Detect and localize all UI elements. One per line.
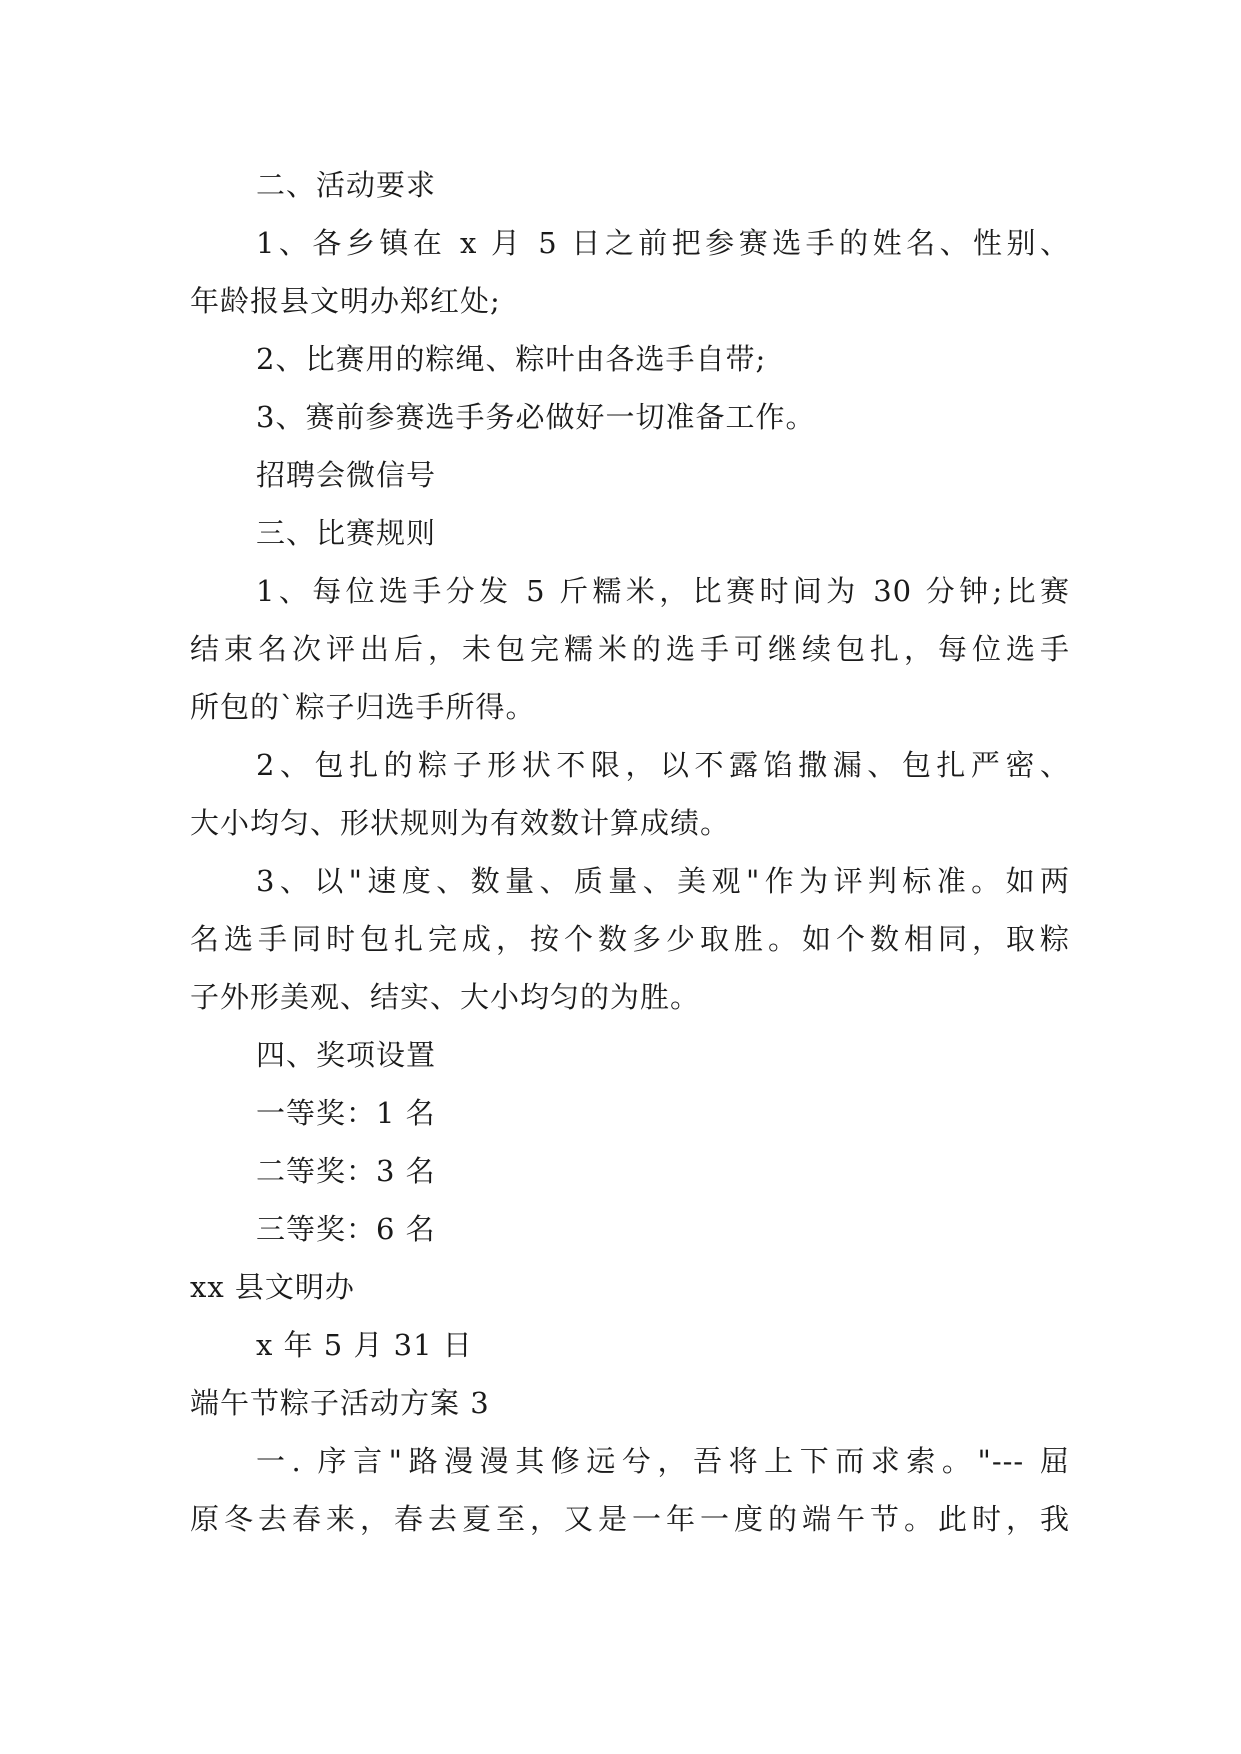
paragraph-line: 2、比赛用的粽绳、粽叶由各选手自带; [256,342,767,376]
award-first: 一等奖：1 名 [256,1096,436,1130]
document-title: 端午节粽子活动方案 3 [190,1386,490,1420]
issuer-name: xx 县文明办 [190,1270,355,1304]
paragraph-line: 招聘会微信号 [256,458,437,492]
award-second: 二等奖：3 名 [256,1154,436,1188]
paragraph-line: 子外形美观、结实、大小均匀的为胜。 [190,980,701,1014]
paragraph-line: 名选手同时包扎完成，按个数多少取胜。如个数相同，取粽 [190,922,1070,956]
paragraph-line: 3、赛前参赛选手务必做好一切准备工作。 [256,400,816,434]
paragraph-line: 结束名次评出后，未包完糯米的选手可继续包扎，每位选手 [190,632,1070,666]
paragraph-line: 所包的`粽子归选手所得。 [190,690,536,724]
paragraph-line: 一. 序言"路漫漫其修远兮，吾将上下而求索。"--- 屈 [256,1444,1070,1478]
section-heading-awards: 四、奖项设置 [256,1038,437,1072]
paragraph-line: 1、每位选手分发 5 斤糯米，比赛时间为 30 分钟;比赛 [256,574,1070,608]
paragraph-line: 1、各乡镇在 x 月 5 日之前把参赛选手的姓名、性别、 [256,226,1070,260]
award-third: 三等奖：6 名 [256,1212,436,1246]
paragraph-line: 原冬去春来，春去夏至，又是一年一度的端午节。此时，我 [190,1502,1070,1536]
paragraph-line: 年龄报县文明办郑红处; [190,284,501,318]
paragraph-line: 大小均匀、形状规则为有效数计算成绩。 [190,806,731,840]
paragraph-line: 3、以"速度、数量、质量、美观"作为评判标准。如两 [256,864,1070,898]
section-heading-requirements: 二、活动要求 [256,168,437,202]
section-heading-rules: 三、比赛规则 [256,516,437,550]
paragraph-line: 2、包扎的粽子形状不限，以不露馅撒漏、包扎严密、 [256,748,1070,782]
issue-date: x 年 5 月 31 日 [256,1328,473,1362]
